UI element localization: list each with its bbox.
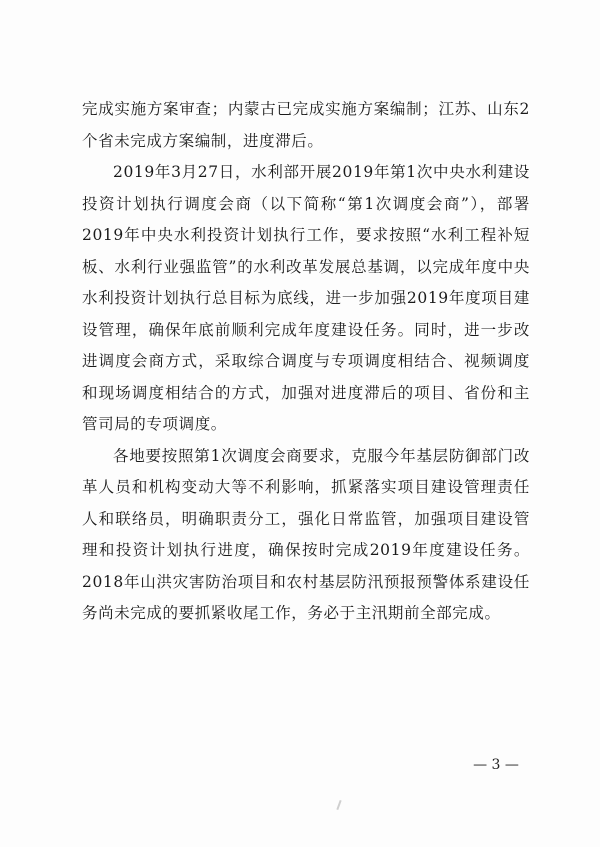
scan-artifact	[336, 800, 341, 810]
paragraph-meeting-deployment: 2019年3月27日，水利部开展2019年第1次中央水利建设投资计划执行调度会商（以下简称“第1次调度会商”），部署2019年中央水利投资计划执行工作，要求按照“水利工程补短板、水利行业强监管”的水利改革发展总基调，以完成年度中央水利投资计划执行总目标为底线，进一步加强2019年度项目建设管理，确保年底前顺利完成年度建设任务。同时，进一步改进调度会商方式，采取综合调度与专项调度相结合、视频调度和现场调度相结合的方式，加强对进度滞后的项目、省份和主管司局的专项调度。	[82, 163, 530, 433]
page-number: — 3 —	[473, 757, 519, 773]
paragraph-requirements: 各地要按照第1次调度会商要求，克服今年基层防御部门改革人员和机构变动大等不利影响，抓紧落实项目建设管理责任人和联络员，明确职责分工，强化日常监管，加强项目建设管理和投资计划执行进度，确保按时完成2019年度建设任务。2018年山洪灾害防治项目和农村基层防汛预报预警体系建设任务尚未完成的要抓紧收尾工作，务必于主汛期前全部完成。	[82, 446, 530, 622]
body-text	[82, 94, 530, 630]
paragraph-continuation: 完成实施方案审查；内蒙古已完成实施方案编制；江苏、山东2个省未完成方案编制，进度滞后。	[82, 100, 530, 150]
